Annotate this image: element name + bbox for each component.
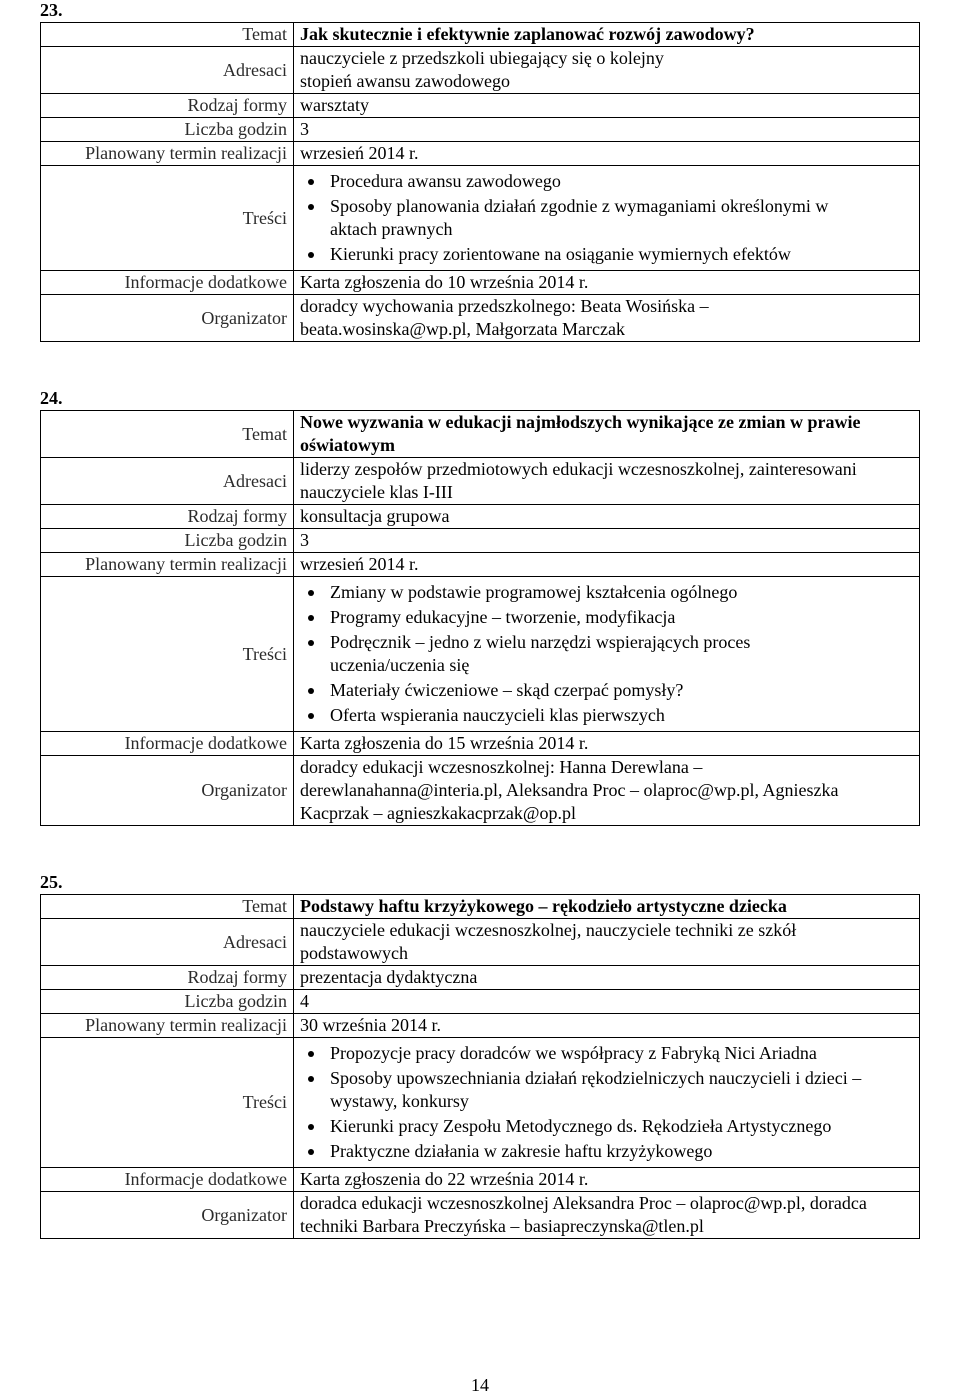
list-item: Praktyczne działania w zakresie haftu krzyżykowego xyxy=(330,1140,899,1163)
label-tresci: Treści xyxy=(41,577,294,732)
row-adresaci xyxy=(41,458,920,505)
label-tresci: Treści xyxy=(41,1038,294,1168)
value-adresaci: nauczyciele edukacji wczesnoszkolnej, nauczyciele techniki ze szkół podstawowych xyxy=(294,919,920,966)
label-liczba-godzin: Liczba godzin xyxy=(41,529,294,553)
label-adresaci: Adresaci xyxy=(41,47,294,94)
entry-number: 25. xyxy=(40,872,63,892)
value-rodzaj-formy: konsultacja grupowa xyxy=(294,505,920,529)
tresci-list xyxy=(300,577,859,731)
row-temat xyxy=(41,411,920,458)
row-temat xyxy=(41,23,920,47)
value-liczba-godzin: 3 xyxy=(294,529,920,553)
row-rodzaj-formy xyxy=(41,505,920,529)
value-informacje: Karta zgłoszenia do 10 września 2014 r. xyxy=(294,271,920,295)
page-number: 14 xyxy=(471,1375,489,1395)
value-adresaci: liderzy zespołów przedmiotowych edukacji wczesnoszkolnej, zainteresowani nauczyciele klas I-III xyxy=(294,458,920,505)
label-adresaci: Adresaci xyxy=(41,919,294,966)
row-tresci xyxy=(41,577,920,732)
value-temat: Podstawy haftu krzyżykowego – rękodzieło artystyczne dziecka xyxy=(294,895,920,919)
label-organizator: Organizator xyxy=(41,756,294,826)
list-item: Programy edukacyjne – tworzenie, modyfikacja xyxy=(330,606,859,629)
value-liczba-godzin: 4 xyxy=(294,990,920,1014)
list-item: Zmiany w podstawie programowej kształcenia ogólnego xyxy=(330,581,859,604)
list-item: Kierunki pracy Zespołu Metodycznego ds. Rękodzieła Artystycznego xyxy=(330,1115,899,1138)
list-item: Podręcznik – jedno z wielu narzędzi wspierających proces uczenia/uczenia się xyxy=(330,631,859,677)
entry-table-25 xyxy=(40,894,920,1239)
entry-table-24 xyxy=(40,410,920,826)
value-temat: Nowe wyzwania w edukacji najmłodszych wynikające ze zmian w prawie oświatowym xyxy=(294,411,920,458)
label-informacje: Informacje dodatkowe xyxy=(41,732,294,756)
row-adresaci xyxy=(41,919,920,966)
value-liczba-godzin: 3 xyxy=(294,118,920,142)
label-termin: Planowany termin realizacji xyxy=(41,142,294,166)
value-organizator: doradcy wychowania przedszkolnego: Beata Wosińska – beata.wosinska@wp.pl, Małgorzata Marczak xyxy=(294,295,920,342)
list-item: Oferta wspierania nauczycieli klas pierwszych xyxy=(330,704,859,727)
row-rodzaj-formy xyxy=(41,966,920,990)
row-rodzaj-formy xyxy=(41,94,920,118)
row-tresci xyxy=(41,1038,920,1168)
tresci-list xyxy=(300,1038,899,1167)
tresci-list xyxy=(300,166,879,270)
label-organizator: Organizator xyxy=(41,295,294,342)
list-item: Sposoby upowszechniania działań rękodzielniczych nauczycieli i dzieci – wystawy, konkursy xyxy=(330,1067,899,1113)
value-rodzaj-formy: prezentacja dydaktyczna xyxy=(294,966,920,990)
row-organizator xyxy=(41,1192,920,1239)
label-informacje: Informacje dodatkowe xyxy=(41,271,294,295)
row-liczba-godzin xyxy=(41,118,920,142)
row-organizator xyxy=(41,756,920,826)
list-item: Procedura awansu zawodowego xyxy=(330,170,879,193)
label-adresaci: Adresaci xyxy=(41,458,294,505)
row-organizator xyxy=(41,295,920,342)
label-liczba-godzin: Liczba godzin xyxy=(41,990,294,1014)
row-liczba-godzin xyxy=(41,529,920,553)
list-item: Propozycje pracy doradców we współpracy z Fabryką Nici Ariadna xyxy=(330,1042,899,1065)
label-informacje: Informacje dodatkowe xyxy=(41,1168,294,1192)
list-item: Materiały ćwiczeniowe – skąd czerpać pomysły? xyxy=(330,679,859,702)
row-tresci xyxy=(41,166,920,271)
entry-number: 24. xyxy=(40,388,63,408)
label-rodzaj-formy: Rodzaj formy xyxy=(41,966,294,990)
value-rodzaj-formy: warsztaty xyxy=(294,94,920,118)
label-temat: Temat xyxy=(41,411,294,458)
label-rodzaj-formy: Rodzaj formy xyxy=(41,94,294,118)
label-termin: Planowany termin realizacji xyxy=(41,1014,294,1038)
row-temat xyxy=(41,895,920,919)
row-termin xyxy=(41,142,920,166)
label-temat: Temat xyxy=(41,23,294,47)
label-rodzaj-formy: Rodzaj formy xyxy=(41,505,294,529)
label-organizator: Organizator xyxy=(41,1192,294,1239)
row-termin xyxy=(41,553,920,577)
value-termin: 30 września 2014 r. xyxy=(294,1014,920,1038)
value-organizator: doradca edukacji wczesnoszkolnej Aleksandra Proc – olaproc@wp.pl, doradca techniki Barbara Preczyńska – basiapreczynska@tlen.pl xyxy=(294,1192,920,1239)
list-item: Sposoby planowania działań zgodnie z wymaganiami określonymi w aktach prawnych xyxy=(330,195,879,241)
entry-number: 23. xyxy=(40,0,63,20)
label-liczba-godzin: Liczba godzin xyxy=(41,118,294,142)
row-termin xyxy=(41,1014,920,1038)
value-adresaci: nauczyciele z przedszkoli ubiegający się o kolejny stopień awansu zawodowego xyxy=(294,47,920,94)
row-adresaci xyxy=(41,47,920,94)
value-informacje: Karta zgłoszenia do 22 września 2014 r. xyxy=(294,1168,920,1192)
row-informacje xyxy=(41,1168,920,1192)
label-tresci: Treści xyxy=(41,166,294,271)
entry-table-23 xyxy=(40,22,920,342)
value-organizator: doradcy edukacji wczesnoszkolnej: Hanna Derewlana – derewlanahanna@interia.pl, Aleksandra Proc – olaproc@wp.pl, Agnieszka Kacprzak – agnieszkakacprzak@op.pl xyxy=(294,756,920,826)
row-informacje xyxy=(41,732,920,756)
label-temat: Temat xyxy=(41,895,294,919)
list-item: Kierunki pracy zorientowane na osiąganie wymiernych efektów xyxy=(330,243,879,266)
value-termin: wrzesień 2014 r. xyxy=(294,142,920,166)
value-termin: wrzesień 2014 r. xyxy=(294,553,920,577)
value-informacje: Karta zgłoszenia do 15 września 2014 r. xyxy=(294,732,920,756)
row-informacje xyxy=(41,271,920,295)
label-termin: Planowany termin realizacji xyxy=(41,553,294,577)
value-temat: Jak skutecznie i efektywnie zaplanować rozwój zawodowy? xyxy=(294,23,920,47)
row-liczba-godzin xyxy=(41,990,920,1014)
